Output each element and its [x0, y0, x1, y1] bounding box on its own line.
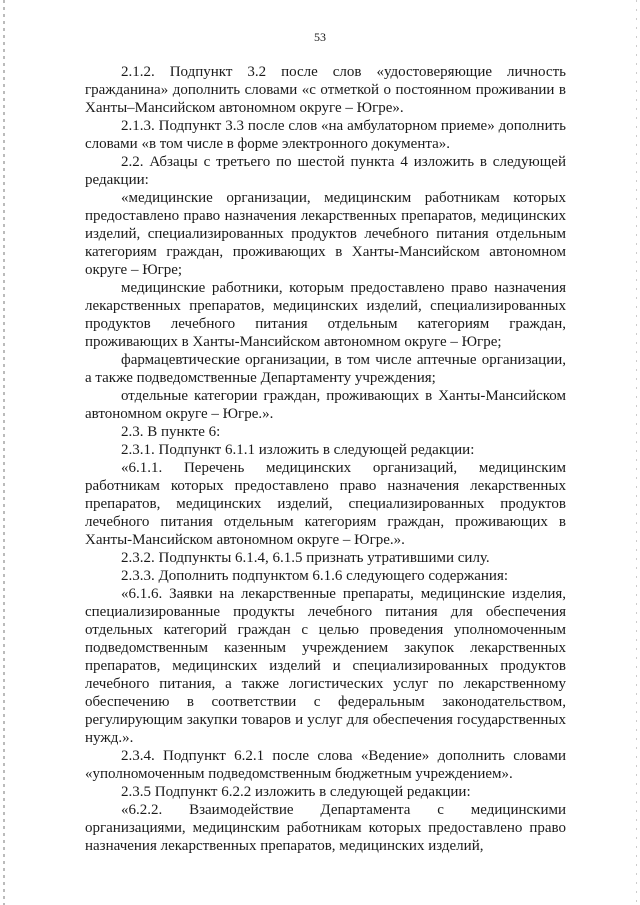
paragraph-6-1-1: «6.1.1. Перечень медицинских организаций, медицинским работникам которых предоставлено право назначения лекарственных препаратов, медицинских изделий, специализированных продуктов лечебного питания отдельным категориям граждан, проживающих в Ханты-Мансийском автономном округе – Югре.». — [85, 460, 566, 548]
paragraph-2-3-2: 2.3.2. Подпункты 6.1.4, 6.1.5 признать утратившими силу. — [121, 550, 490, 566]
paragraph-2-2: 2.2. Абзацы с третьего по шестой пункта 4 изложить в следующей редакции: — [85, 154, 566, 188]
scan-edge-left — [3, 0, 5, 905]
paragraph-2-3: 2.3. В пункте 6: — [121, 424, 221, 440]
document-body — [85, 63, 566, 855]
paragraph-2-3-5: 2.3.5 Подпункт 6.2.2 изложить в следующей редакции: — [121, 784, 471, 800]
paragraph-medical-workers: медицинские работники, которым предоставлено право назначения лекарственных препаратов, медицинских изделий, специализированных продуктов лечебного питания отдельным категориям граждан, проживающих в Ханты-Мансийском автономном округе – Югре; — [85, 280, 566, 350]
scan-edge-right — [636, 0, 637, 905]
paragraph-6-2-2: «6.2.2. Взаимодействие Департамента с медицинскими организациями, медицинским работникам которых предоставлено право назначения лекарственных препаратов, медицинских изделий, — [85, 802, 566, 854]
paragraph-2-3-1: 2.3.1. Подпункт 6.1.1 изложить в следующей редакции: — [121, 442, 475, 458]
paragraph-quote-medical-organizations: «медицинские организации, медицинским работникам которых предоставлено право назначения лекарственных препаратов, медицинских изделий, специализированных продуктов лечебного питания отдельным категориям граждан, проживающих в Ханты-Мансийском автономном округе – Югре; — [85, 190, 566, 278]
paragraph-2-1-3: 2.1.3. Подпункт 3.3 после слов «на амбулаторном приеме» дополнить словами «в том числе в форме электронного документа». — [85, 118, 566, 152]
paragraph-citizen-categories: отдельные категории граждан, проживающих в Ханты-Мансийском автономном округе – Югре.». — [85, 388, 566, 422]
paragraph-2-3-4: 2.3.4. Подпункт 6.2.1 после слова «Ведение» дополнить словами «уполномоченным подведомственным бюджетным учреждением». — [85, 748, 566, 782]
page-number: 53 — [314, 30, 326, 44]
paragraph-6-1-6: «6.1.6. Заявки на лекарственные препараты, медицинские изделия, специализированные продукты лечебного питания для обеспечения отдельных категорий граждан с целью проведения уполномоченным подведомственным казенным учреждением закупок лекарственных препаратов, медицинских изделий и специализированных продуктов лечебного питания, а также логистических услуг по лекарственному обеспечению в соответствии с федеральным законодательством, регулирующим закупки товаров и услуг для обеспечения государственных нужд.». — [85, 586, 566, 746]
paragraph-2-1-2: 2.1.2. Подпункт 3.2 после слов «удостоверяющие личность гражданина» дополнить словами «с отметкой о постоянном проживании в Ханты–Мансийском автономном округе – Югре». — [85, 64, 566, 116]
paragraph-pharmaceutical-organizations: фармацевтические организации, в том числе аптечные организации, а также подведомственные Департаменту учреждения; — [85, 352, 566, 386]
paragraph-2-3-3: 2.3.3. Дополнить подпунктом 6.1.6 следующего содержания: — [121, 568, 509, 584]
